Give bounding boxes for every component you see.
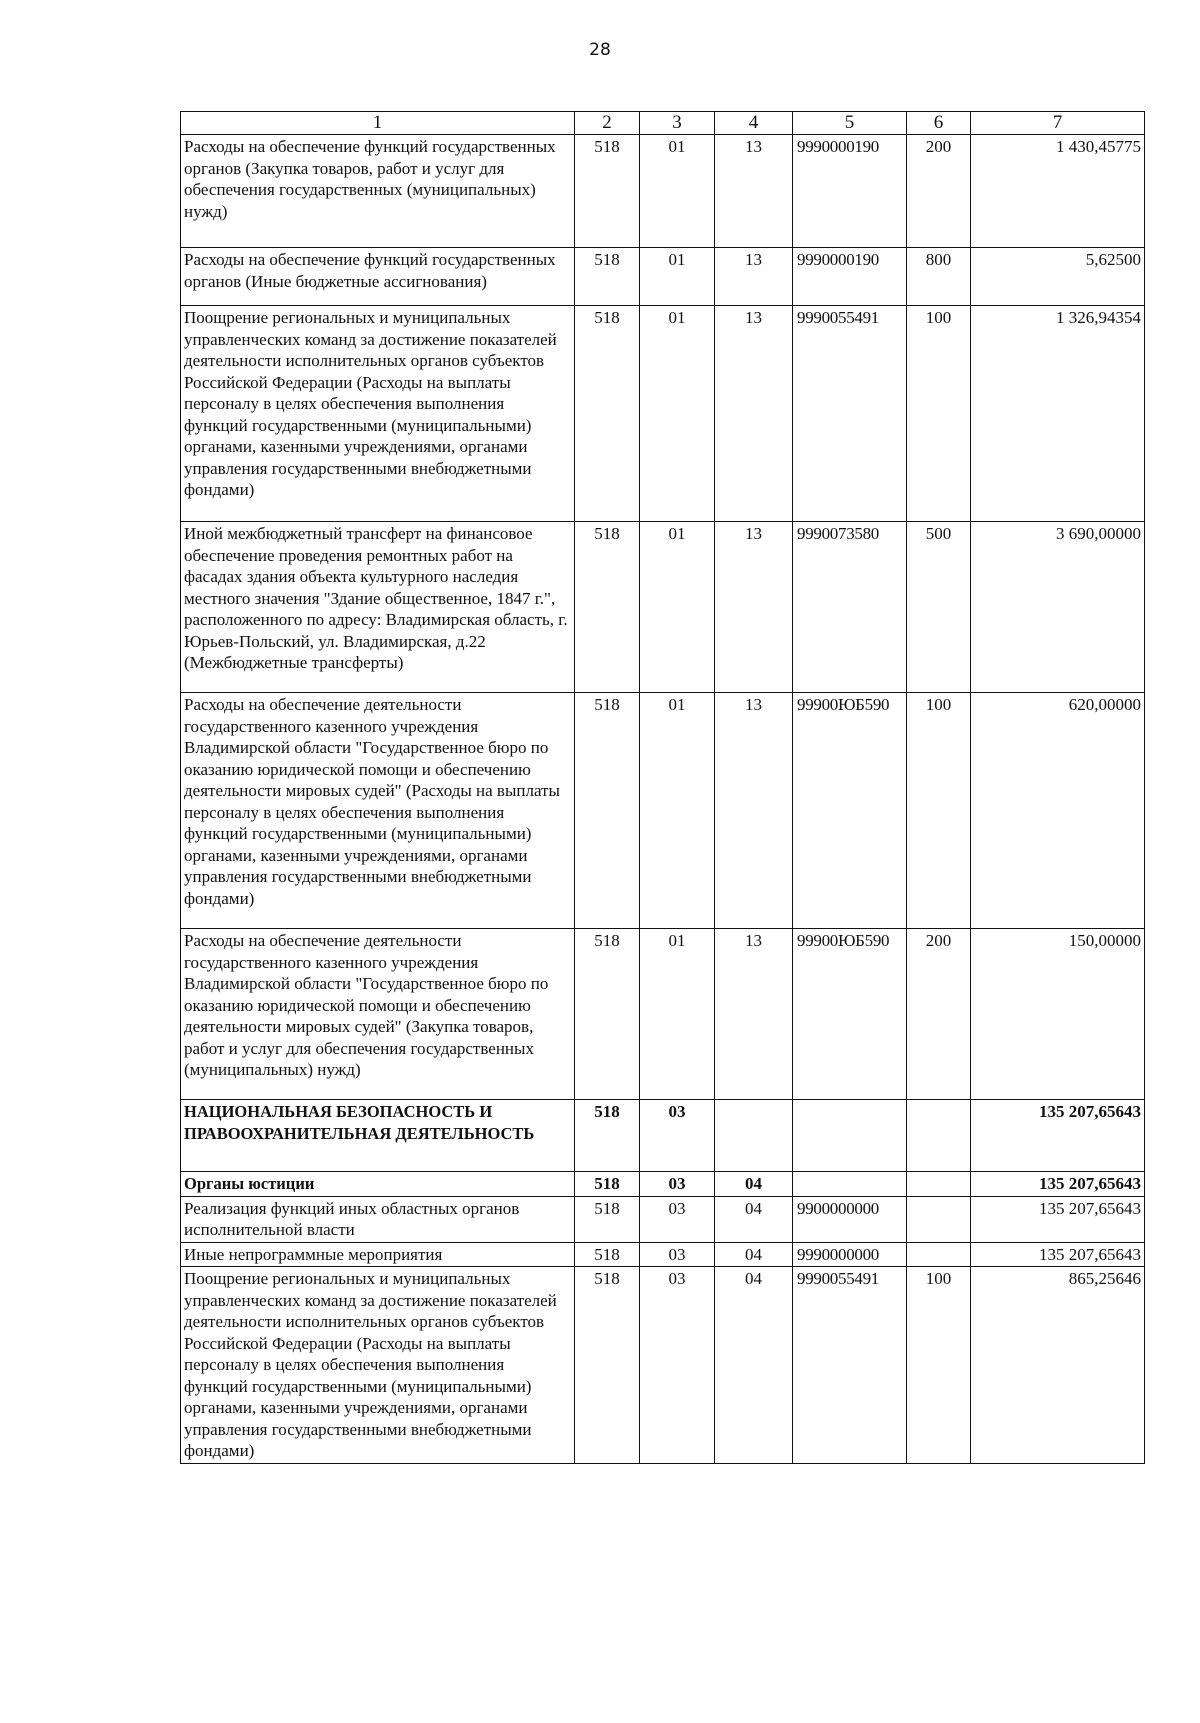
expense-type-cell: 100 [907, 306, 971, 522]
header-row [181, 112, 1145, 135]
target-article-cell: 9900000000 [793, 1196, 907, 1242]
subsection-code-cell: 04 [715, 1196, 793, 1242]
expense-name-cell: Реализация функций иных областных органов исполнительной власти [181, 1196, 575, 1242]
expense-name-cell: НАЦИОНАЛЬНАЯ БЕЗОПАСНОСТЬ И ПРАВООХРАНИТЕЛЬНАЯ ДЕЯТЕЛЬНОСТЬ [181, 1100, 575, 1172]
header-cell-4: 4 [715, 112, 793, 135]
target-article-cell: 9990055491 [793, 306, 907, 522]
expense-name-cell: Расходы на обеспечение деятельности государственного казенного учреждения Владимирской области "Государственное бюро по оказанию юридической помощи и обеспечению деятельности мировых судей" (Расходы на выплаты персоналу в целях обеспечения выполнения функций государственными (муниципальными) органами, казенными учреждениями, органами управления государственными внебюджетными фондами) [181, 693, 575, 929]
expense-name-cell: Поощрение региональных и муниципальных управленческих команд за достижение показателей деятельности исполнительных органов субъектов Российской Федерации (Расходы на выплаты персоналу в целях обеспечения выполнения функций государственными (муниципальными) органами, казенными учреждениями, органами управления государственными внебюджетными фондами) [181, 306, 575, 522]
grbs-code-cell: 518 [575, 1267, 640, 1464]
table-row [181, 1196, 1145, 1242]
target-article-cell: 9990000190 [793, 135, 907, 248]
amount-cell: 135 207,65643 [971, 1100, 1145, 1172]
amount-cell: 135 207,65643 [971, 1242, 1145, 1267]
grbs-code-cell: 518 [575, 1196, 640, 1242]
expense-type-cell: 500 [907, 522, 971, 693]
amount-cell: 620,00000 [971, 693, 1145, 929]
table-row [181, 135, 1145, 248]
header-cell-7: 7 [971, 112, 1145, 135]
subsection-code-cell: 04 [715, 1242, 793, 1267]
subsection-code-cell: 13 [715, 522, 793, 693]
header-cell-2: 2 [575, 112, 640, 135]
grbs-code-cell: 518 [575, 135, 640, 248]
expense-type-cell [907, 1100, 971, 1172]
subsection-code-cell [715, 1100, 793, 1172]
amount-cell: 150,00000 [971, 929, 1145, 1100]
section-code-cell: 03 [640, 1267, 715, 1464]
header-cell-1: 1 [181, 112, 575, 135]
subsection-code-cell: 13 [715, 929, 793, 1100]
target-article-cell [793, 1172, 907, 1197]
grbs-code-cell: 518 [575, 1242, 640, 1267]
expense-name-cell: Иной межбюджетный трансферт на финансовое обеспечение проведения ремонтных работ на фасадах здания объекта культурного наследия местного значения "Здание общественное, 1847 г.", расположенного по адресу: Владимирская область, г. Юрьев-Польский, ул. Владимирская, д.22 (Межбюджетные трансферты) [181, 522, 575, 693]
section-code-cell: 03 [640, 1242, 715, 1267]
expense-type-cell: 200 [907, 929, 971, 1100]
amount-cell: 1 326,94354 [971, 306, 1145, 522]
grbs-code-cell: 518 [575, 306, 640, 522]
target-article-cell: 9990000190 [793, 248, 907, 306]
target-article-cell: 99900ЮБ590 [793, 693, 907, 929]
grbs-code-cell: 518 [575, 248, 640, 306]
subsection-code-cell: 13 [715, 693, 793, 929]
subsection-code-cell: 04 [715, 1267, 793, 1464]
grbs-code-cell: 518 [575, 1100, 640, 1172]
table-row [181, 522, 1145, 693]
expense-name-cell: Поощрение региональных и муниципальных управленческих команд за достижение показателей деятельности исполнительных органов субъектов Российской Федерации (Расходы на выплаты персоналу в целях обеспечения выполнения функций государственными (муниципальными) органами, казенными учреждениями, органами управления государственными внебюджетными фондами) [181, 1267, 575, 1464]
grbs-code-cell: 518 [575, 693, 640, 929]
expense-type-cell: 100 [907, 693, 971, 929]
section-code-cell: 03 [640, 1196, 715, 1242]
section-code-cell: 01 [640, 522, 715, 693]
subsection-code-cell: 13 [715, 248, 793, 306]
table-row [181, 306, 1145, 522]
grbs-code-cell: 518 [575, 1172, 640, 1197]
table-row [181, 1267, 1145, 1464]
section-code-cell: 01 [640, 135, 715, 248]
table-row [181, 1172, 1145, 1197]
budget-table [180, 111, 1145, 1464]
expense-name-cell: Расходы на обеспечение функций государственных органов (Закупка товаров, работ и услуг для обеспечения государственных (муниципальных) нужд) [181, 135, 575, 248]
amount-cell: 135 207,65643 [971, 1172, 1145, 1197]
table-row [181, 693, 1145, 929]
expense-type-cell: 200 [907, 135, 971, 248]
header-cell-5: 5 [793, 112, 907, 135]
target-article-cell: 99900ЮБ590 [793, 929, 907, 1100]
section-code-cell: 03 [640, 1100, 715, 1172]
target-article-cell: 9990055491 [793, 1267, 907, 1464]
section-code-cell: 01 [640, 693, 715, 929]
section-code-cell: 01 [640, 929, 715, 1100]
grbs-code-cell: 518 [575, 929, 640, 1100]
expense-type-cell [907, 1242, 971, 1267]
table-row [181, 1242, 1145, 1267]
section-code-cell: 01 [640, 306, 715, 522]
grbs-code-cell: 518 [575, 522, 640, 693]
expense-type-cell: 800 [907, 248, 971, 306]
target-article-cell [793, 1100, 907, 1172]
table-body [181, 112, 1145, 1464]
amount-cell: 135 207,65643 [971, 1196, 1145, 1242]
expense-type-cell: 100 [907, 1267, 971, 1464]
expense-type-cell [907, 1196, 971, 1242]
subsection-code-cell: 04 [715, 1172, 793, 1197]
header-cell-3: 3 [640, 112, 715, 135]
subsection-code-cell: 13 [715, 306, 793, 522]
header-cell-6: 6 [907, 112, 971, 135]
table-row [181, 1100, 1145, 1172]
amount-cell: 3 690,00000 [971, 522, 1145, 693]
expense-type-cell [907, 1172, 971, 1197]
table-row [181, 248, 1145, 306]
expense-name-cell: Органы юстиции [181, 1172, 575, 1197]
expense-name-cell: Иные непрограммные мероприятия [181, 1242, 575, 1267]
target-article-cell: 9990000000 [793, 1242, 907, 1267]
page-number: 28 [589, 40, 611, 60]
expense-name-cell: Расходы на обеспечение деятельности государственного казенного учреждения Владимирской области "Государственное бюро по оказанию юридической помощи и обеспечению деятельности мировых судей" (Закупка товаров, работ и услуг для обеспечения государственных (муниципальных) нужд) [181, 929, 575, 1100]
amount-cell: 1 430,45775 [971, 135, 1145, 248]
target-article-cell: 9990073580 [793, 522, 907, 693]
subsection-code-cell: 13 [715, 135, 793, 248]
expense-name-cell: Расходы на обеспечение функций государственных органов (Иные бюджетные ассигнования) [181, 248, 575, 306]
section-code-cell: 01 [640, 248, 715, 306]
amount-cell: 5,62500 [971, 248, 1145, 306]
section-code-cell: 03 [640, 1172, 715, 1197]
table-row [181, 929, 1145, 1100]
amount-cell: 865,25646 [971, 1267, 1145, 1464]
